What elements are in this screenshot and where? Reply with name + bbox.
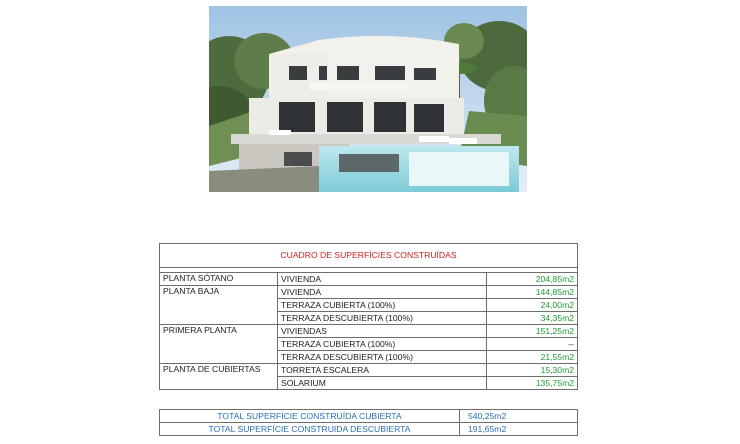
item-cell: TERRAZA CUBIERTA (100%): [278, 338, 487, 351]
table-title: CUADRO DE SUPERFÍCIES CONSTRUÍDAS: [160, 244, 578, 268]
value-cell: --: [487, 338, 578, 351]
level-cell: PLANTA BAJA: [160, 286, 278, 325]
value-cell: 34,35m2: [487, 312, 578, 325]
level-cell: PRIMERA PLANTA: [160, 325, 278, 364]
total-row: [160, 410, 578, 423]
value-cell: 151,25m2: [487, 325, 578, 338]
value-cell: 24,00m2: [487, 299, 578, 312]
table-row: [160, 325, 578, 338]
total-label: TOTAL SUPERFÍCIE CONSTRUIDA DESCUBIERTA: [160, 423, 460, 436]
value-cell: 21,55m2: [487, 351, 578, 364]
item-cell: VIVIENDA: [278, 286, 487, 299]
value-cell: 204,85m2: [487, 273, 578, 286]
item-cell: TERRAZA CUBIERTA (100%): [278, 299, 487, 312]
totals-table: [159, 409, 577, 436]
item-cell: SOLARIUM: [278, 377, 487, 390]
value-cell: 144,85m2: [487, 286, 578, 299]
level-cell: PLANTA DE CUBIERTAS: [160, 364, 278, 390]
value-cell: 15,30m2: [487, 364, 578, 377]
item-cell: VIVIENDA: [278, 273, 487, 286]
table-row: [160, 286, 578, 299]
level-cell: PLANTA SÓTANO: [160, 273, 278, 286]
value-cell: 135,75m2: [487, 377, 578, 390]
table-row: [160, 273, 578, 286]
surfaces-table: [159, 243, 577, 390]
total-value: 191,65m2: [460, 423, 578, 436]
item-cell: TORRETA ESCALERA: [278, 364, 487, 377]
item-cell: TERRAZA DESCUBIERTA (100%): [278, 312, 487, 325]
total-row: [160, 423, 578, 436]
total-label: TOTAL SUPERFÍCIE CONSTRUÍDA CUBIERTA: [160, 410, 460, 423]
item-cell: TERRAZA DESCUBIERTA (100%): [278, 351, 487, 364]
item-cell: VIVIENDAS: [278, 325, 487, 338]
villa-render-image: [209, 6, 527, 192]
total-value: 540,25m2: [460, 410, 578, 423]
table-row: [160, 364, 578, 377]
